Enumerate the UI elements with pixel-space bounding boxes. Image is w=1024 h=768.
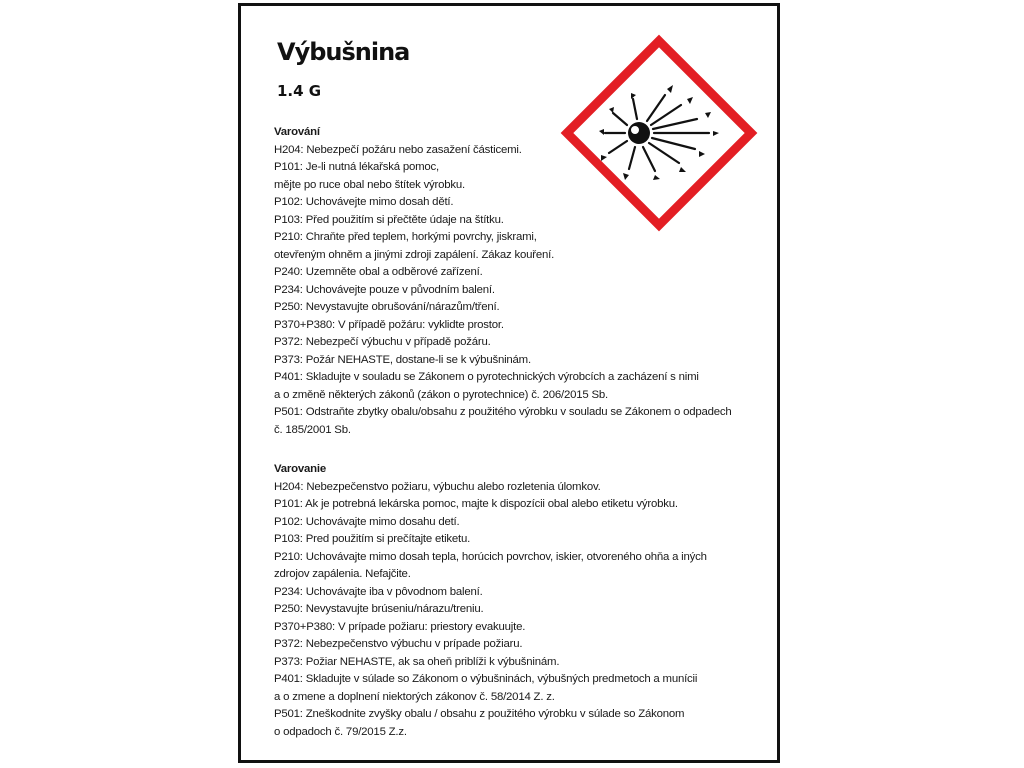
label-title: Výbušnina <box>277 38 410 66</box>
czech-line: P102: Uchovávejte mimo dosah dětí. <box>274 196 454 208</box>
slovak-text-block <box>274 461 774 741</box>
slovak-line: P372: Nebezpečenstvo výbuchu v prípade požiaru. <box>274 638 523 650</box>
slovak-line: o odpadoch č. 79/2015 Z.z. <box>274 725 407 738</box>
czech-line: P103: Před použitím si přečtěte údaje na štítku. <box>274 213 504 226</box>
slovak-line: a o zmene a doplnení niektorých zákonov č. 58/2014 Z. z. <box>274 690 555 703</box>
czech-heading: Varování <box>274 126 320 138</box>
slovak-line: P250: Nevystavujte brúseniu/nárazu/treniu. <box>274 603 484 615</box>
czech-line: P234: Uchovávejte pouze v původním balení. <box>274 283 495 296</box>
czech-line: P372: Nebezpečí výbuchu v případě požáru. <box>274 336 491 348</box>
czech-line: P240: Uzemněte obal a odběrové zařízení. <box>274 266 483 278</box>
czech-line: P250: Nevystavujte obrušování/nárazům/tření. <box>274 301 500 313</box>
czech-line: P370+P380: V případě požáru: vyklidte prostor. <box>274 318 504 331</box>
slovak-line: P370+P380: V prípade požiaru: priestory evakuujte. <box>274 620 526 633</box>
czech-line: otevřeným ohněm a jinými zdroji zapálení. Zákaz kouření. <box>274 248 555 261</box>
czech-line: mějte po ruce obal nebo štítek výrobku. <box>274 178 466 191</box>
czech-line: č. 185/2001 Sb. <box>274 423 351 436</box>
slovak-line: P101: Ak je potrebná lekárska pomoc, majte k dispozícii obal alebo etiketu výrobku. <box>274 498 678 510</box>
czech-text-block <box>274 124 774 439</box>
slovak-line: H204: Nebezpečenstvo požiaru, výbuchu alebo rozletenia úlomkov. <box>274 480 601 493</box>
slovak-line: P210: Uchovávajte mimo dosah tepla, horúcich povrchov, iskier, otvoreného ohňa a iných <box>274 550 707 563</box>
czech-line: P501: Odstraňte zbytky obalu/obsahu z použitého výrobku v souladu se Zákonem o odpadech <box>274 406 732 418</box>
slovak-line: P102: Uchovávajte mimo dosahu detí. <box>274 515 460 528</box>
czech-line: P373: Požár NEHASTE, dostane-li se k výbušninám. <box>274 353 531 366</box>
slovak-line: P234: Uchovávajte iba v pôvodnom balení. <box>274 585 483 598</box>
hazard-label <box>238 3 780 763</box>
czech-line: a o změně některých zákonů (zákon o pyrotechnice) č. 206/2015 Sb. <box>274 388 608 401</box>
slovak-heading: Varovanie <box>274 463 327 475</box>
slovak-line: zdrojov zapálenia. Nefajčite. <box>274 568 411 580</box>
czech-line: H204: Nebezpečí požáru nebo zasažení částicemi. <box>274 143 522 156</box>
slovak-line: P103: Pred použitím si prečítajte etiketu. <box>274 533 471 545</box>
czech-line: P210: Chraňte před teplem, horkými povrchy, jiskrami, <box>274 231 537 243</box>
czech-line: P401: Skladujte v souladu se Zákonem o pyrotechnických výrobcích a zacházení s nimi <box>274 371 699 383</box>
slovak-line: P501: Zneškodnite zvyšky obalu / obsahu z použitého výrobku v súlade so Zákonom <box>274 708 685 720</box>
slovak-line: P373: Požiar NEHASTE, ak sa oheň priblíži k výbušninám. <box>274 655 560 668</box>
label-subtitle: 1.4 G <box>277 82 322 100</box>
czech-line: P101: Je-li nutná lékařská pomoc, <box>274 161 439 173</box>
slovak-line: P401: Skladujte v súlade so Zákonom o výbušninách, výbušných predmetoch a munícii <box>274 673 698 685</box>
